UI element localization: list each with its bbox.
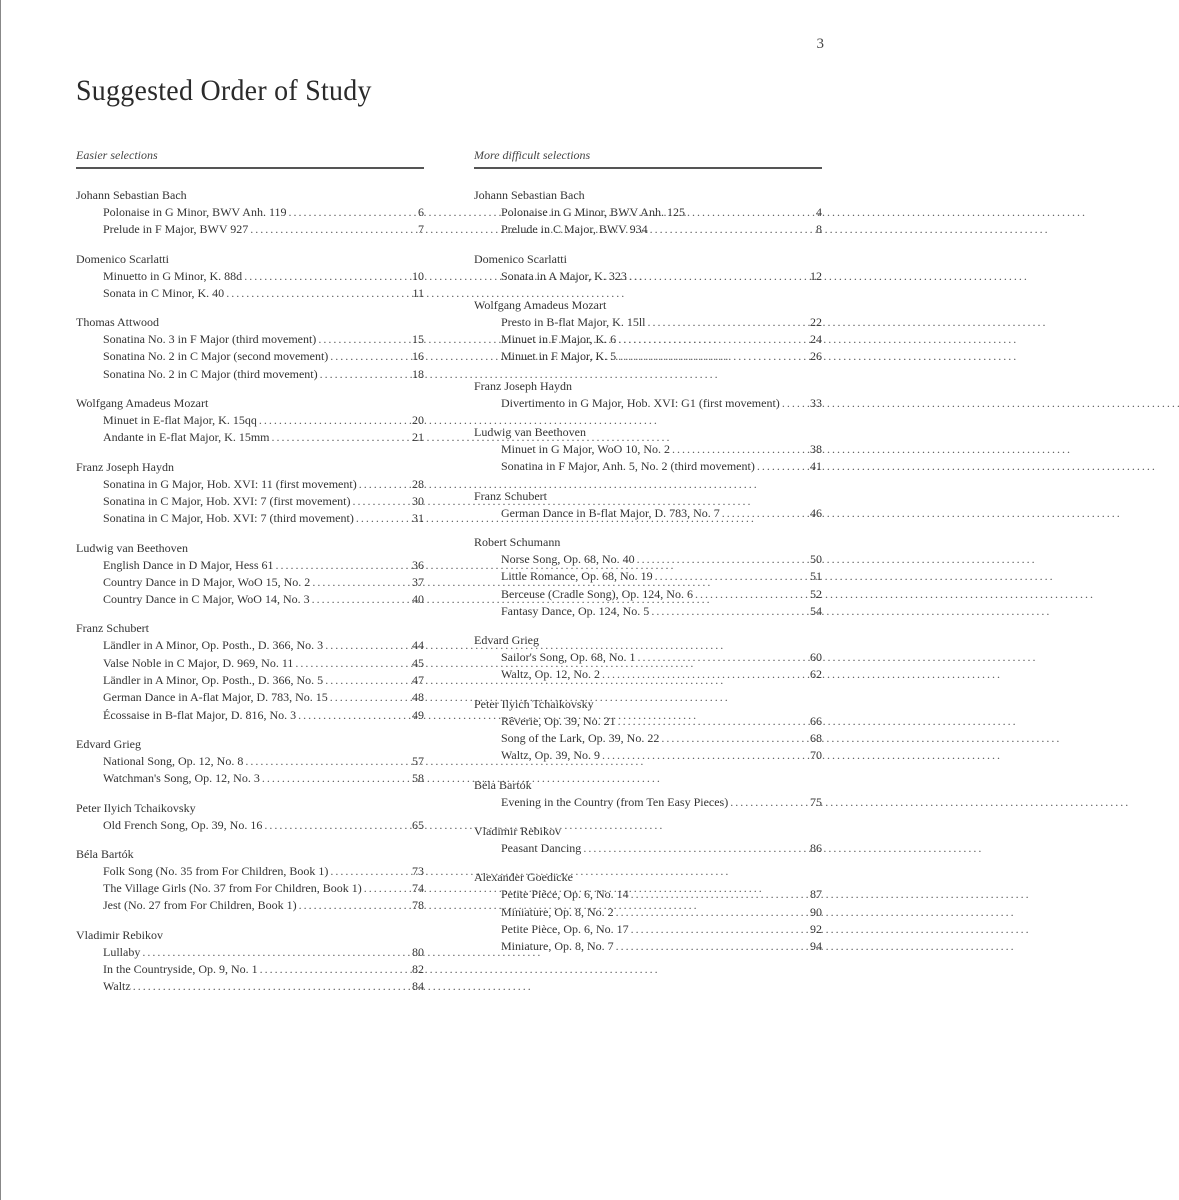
piece-title: Sailor's Song, Op. 68, No. 1: [501, 650, 636, 665]
piece-entry: [474, 568, 822, 585]
piece-title: Minuet in F Major, K. 6: [501, 332, 617, 347]
piece-title: Andante in E-flat Major, K. 15mm: [103, 430, 270, 445]
composer-name: Béla Bartók: [76, 846, 134, 861]
page-reference: 28: [412, 476, 424, 491]
piece-title: Minuet in F Major, K. 5: [501, 349, 617, 364]
dot-leader: [133, 978, 410, 995]
page-reference: 46: [810, 505, 822, 520]
piece-title: Minuetto in G Minor, K. 88d: [103, 268, 243, 283]
piece-entry: [76, 637, 424, 654]
piece-title: Waltz, Op. 39, No. 9: [501, 748, 601, 763]
composer-block: [474, 424, 822, 476]
dot-leader: [264, 817, 410, 834]
dot-leader: [142, 944, 410, 961]
piece-title: Minuet in G Major, WoO 10, No. 2: [501, 442, 670, 457]
composer-block: [474, 777, 822, 811]
piece-entry: [474, 921, 822, 938]
dot-leader: [259, 412, 410, 429]
piece-title: Country Dance in D Major, WoO 15, No. 2: [103, 574, 311, 589]
page-reference: 47: [412, 673, 424, 688]
page-reference: 87: [810, 887, 822, 902]
page-reference: 84: [412, 979, 424, 994]
page-reference: 20: [412, 413, 424, 428]
piece-title: Peasant Dancing: [501, 840, 582, 855]
composer-block: [76, 251, 424, 303]
dot-leader: [650, 221, 814, 238]
composer-block: [474, 823, 822, 857]
page-reference: 33: [810, 395, 822, 410]
composer-name: Peter Ilyich Tchaikovsky: [474, 696, 594, 711]
easier-selections-column: [76, 148, 424, 1008]
dot-leader: [271, 429, 410, 446]
piece-entry: [474, 747, 822, 764]
page-reference: 10: [412, 268, 424, 283]
piece-title: Petite Pièce, Op. 6, No. 17: [501, 921, 629, 936]
composer-name: Thomas Attwood: [76, 315, 159, 330]
dot-leader: [325, 637, 410, 654]
dot-leader: [618, 348, 808, 365]
piece-entry: [474, 794, 822, 811]
piece-title: Sonata in C Minor, K. 40: [103, 285, 225, 300]
dot-leader: [318, 331, 410, 348]
piece-entry: [474, 395, 822, 412]
dot-leader: [618, 331, 808, 348]
page-edge-line: [0, 0, 1, 1200]
dot-leader: [616, 938, 808, 955]
page-reference: 51: [810, 569, 822, 584]
composer-block: [76, 314, 424, 383]
page-reference: 73: [412, 863, 424, 878]
piece-entry: [474, 603, 822, 620]
page-reference: 44: [412, 638, 424, 653]
piece-entry: [76, 557, 424, 574]
piece-entry: [474, 331, 822, 348]
dot-leader: [661, 730, 808, 747]
page-reference: 24: [810, 332, 822, 347]
piece-title: Watchman's Song, Op. 12, No. 3: [103, 771, 260, 786]
page-reference: 41: [810, 459, 822, 474]
piece-entry: [76, 476, 424, 493]
piece-entry: [76, 897, 424, 914]
dot-leader: [687, 204, 814, 221]
dot-leader: [299, 897, 410, 914]
page-reference: 12: [810, 268, 822, 283]
piece-entry: [76, 204, 424, 221]
page-reference: 62: [810, 667, 822, 682]
piece-title: Sonatina in G Major, Hob. XVI: 11 (first movement): [103, 476, 357, 491]
composer-name: Domenico Scarlatti: [474, 251, 567, 266]
piece-entry: [474, 666, 822, 683]
dot-leader: [289, 204, 416, 221]
dot-leader: [330, 863, 410, 880]
dot-leader: [638, 649, 808, 666]
dot-leader: [312, 591, 410, 608]
page-title: Suggested Order of Study: [76, 74, 372, 107]
piece-entry: [76, 753, 424, 770]
dot-leader: [295, 655, 410, 672]
page-reference: 54: [810, 603, 822, 618]
composer-block: [474, 297, 822, 366]
composer-block: [76, 395, 424, 447]
page-reference: 58: [412, 771, 424, 786]
piece-entry: [76, 817, 424, 834]
page-reference: 94: [810, 939, 822, 954]
page-reference: 86: [810, 840, 822, 855]
dot-leader: [672, 441, 808, 458]
piece-title: Little Romance, Op. 68, No. 19: [501, 569, 653, 584]
piece-title: Sonatina No. 3 in F Major (third movement): [103, 332, 317, 347]
page-reference: 75: [810, 794, 822, 809]
composer-block: [76, 187, 424, 239]
composer-name: Alexander Goedicke: [474, 870, 573, 885]
piece-title: German Dance in A-flat Major, D. 783, No. 15: [103, 690, 328, 705]
dot-leader: [616, 904, 808, 921]
piece-entry: [76, 412, 424, 429]
piece-entry: [76, 366, 424, 383]
page-reference: 49: [412, 707, 424, 722]
piece-title: Sonatina No. 2 in C Major (third movement): [103, 366, 318, 381]
page-reference: 36: [412, 557, 424, 572]
dot-leader: [359, 476, 410, 493]
page-reference: 80: [412, 944, 424, 959]
piece-title: The Village Girls (No. 37 from For Children, Book 1): [103, 881, 362, 896]
composer-block: [474, 534, 822, 620]
dot-leader: [262, 770, 410, 787]
composer-block: [76, 736, 424, 788]
page-reference: 15: [412, 332, 424, 347]
composer-name: Ludwig van Beethoven: [76, 540, 188, 555]
page-reference: 70: [810, 748, 822, 763]
page-reference: 66: [810, 713, 822, 728]
piece-entry: [76, 510, 424, 527]
piece-entry: [76, 707, 424, 724]
page-reference: 45: [412, 655, 424, 670]
piece-entry: [76, 348, 424, 365]
dot-leader: [298, 707, 410, 724]
piece-title: Presto in B-flat Major, K. 15ll: [501, 314, 646, 329]
piece-entry: [76, 574, 424, 591]
page-reference: 57: [412, 753, 424, 768]
composer-name: Edvard Grieg: [474, 633, 539, 648]
dot-leader: [631, 886, 808, 903]
dot-leader: [757, 458, 808, 475]
piece-entry: [474, 458, 822, 475]
page-reference: 30: [412, 493, 424, 508]
page-reference: 26: [810, 349, 822, 364]
piece-title: Fantasy Dance, Op. 124, No. 5: [501, 603, 650, 618]
page-reference: 21: [412, 430, 424, 445]
dot-leader: [244, 268, 410, 285]
dot-leader: [602, 747, 808, 764]
composer-name: Vladimir Rebikov: [474, 823, 561, 838]
piece-title: Polonaise in G Minor, BWV Anh. 119: [103, 205, 287, 219]
piece-entry: [76, 268, 424, 285]
piece-title: Evening in the Country (from Ten Easy Pieces): [501, 794, 729, 809]
piece-entry: [474, 586, 822, 603]
dot-leader: [618, 713, 808, 730]
composer-list: [76, 187, 424, 996]
piece-entry: [474, 268, 822, 285]
piece-entry: [474, 204, 822, 221]
piece-title: National Song, Op. 12, No. 8: [103, 753, 244, 768]
piece-title: Polonaise in G Minor, BWV Anh. 125: [501, 205, 685, 219]
dot-leader: [330, 689, 410, 706]
piece-title: Petite Pièce, Op. 6, No. 14: [501, 887, 629, 902]
composer-list: [474, 187, 822, 955]
piece-entry: [76, 672, 424, 689]
piece-entry: [76, 591, 424, 608]
piece-title: Prelude in C Major, BWV 934: [501, 222, 648, 237]
dot-leader: [276, 557, 411, 574]
composer-name: Edvard Grieg: [76, 736, 141, 751]
dot-leader: [250, 221, 416, 238]
piece-title: Lullaby: [103, 944, 141, 959]
page-reference: 4: [816, 205, 822, 219]
piece-entry: [474, 904, 822, 921]
composer-block: [76, 620, 424, 723]
page-reference: 40: [412, 592, 424, 607]
piece-title: Country Dance in C Major, WoO 14, No. 3: [103, 592, 310, 607]
piece-entry: [76, 331, 424, 348]
composer-name: Vladimir Rebikov: [76, 927, 163, 942]
piece-title: Sonatina in C Major, Hob. XVI: 7 (first movement): [103, 493, 351, 508]
piece-title: Sonatina in C Major, Hob. XVI: 7 (third movement): [103, 511, 354, 526]
piece-title: Miniature, Op. 8, No. 7: [501, 939, 614, 954]
dot-leader: [695, 586, 808, 603]
page-reference: 6: [418, 205, 424, 219]
dot-leader: [629, 268, 808, 285]
composer-block: [474, 869, 822, 955]
piece-title: Sonata in A Major, K. 323: [501, 268, 627, 283]
composer-name: Franz Schubert: [474, 488, 547, 503]
dot-leader: [325, 672, 410, 689]
page-reference: 68: [810, 731, 822, 746]
composer-name: Robert Schumann: [474, 534, 561, 549]
page-reference: 65: [412, 817, 424, 832]
dot-leader: [245, 753, 410, 770]
dot-leader: [364, 880, 410, 897]
composer-block: [474, 251, 822, 285]
composer-name: Wolfgang Amadeus Mozart: [474, 297, 607, 312]
piece-title: Jest (No. 27 from For Children, Book 1): [103, 898, 297, 913]
composer-block: [76, 846, 424, 915]
composer-name: Johann Sebastian Bach: [474, 188, 585, 202]
piece-entry: [474, 938, 822, 955]
page-reference: 48: [412, 690, 424, 705]
piece-title: Miniature, Op. 8, No. 2: [501, 904, 614, 919]
dot-leader: [651, 603, 808, 620]
dot-leader: [320, 366, 410, 383]
page-reference: 37: [412, 574, 424, 589]
dot-leader: [782, 395, 808, 412]
piece-title: In the Countryside, Op. 9, No. 1: [103, 962, 258, 977]
piece-title: Prelude in F Major, BWV 927: [103, 222, 249, 237]
page-reference: 50: [810, 551, 822, 566]
piece-entry: [76, 770, 424, 787]
column-heading-more-difficult: More difficult selections: [474, 148, 822, 169]
dot-leader: [722, 505, 808, 522]
piece-title: Sonatina in F Major, Anh. 5, No. 2 (third movement): [501, 459, 755, 474]
piece-entry: [76, 944, 424, 961]
piece-title: Waltz, Op. 12, No. 2: [501, 667, 601, 682]
composer-block: [474, 632, 822, 684]
piece-entry: [76, 978, 424, 995]
page-reference: 8: [816, 222, 822, 237]
piece-title: German Dance in B-flat Major, D. 783, No. 7: [501, 505, 720, 520]
piece-entry: [76, 961, 424, 978]
dot-leader: [583, 840, 808, 857]
page-reference: 22: [810, 314, 822, 329]
piece-entry: [76, 863, 424, 880]
piece-entry: [474, 348, 822, 365]
composer-block: [474, 488, 822, 522]
page-reference: 90: [810, 904, 822, 919]
more-difficult-selections-column: [474, 148, 822, 967]
piece-entry: [474, 840, 822, 857]
composer-block: [474, 696, 822, 765]
piece-entry: [76, 655, 424, 672]
piece-title: Folk Song (No. 35 from For Children, Book 1): [103, 863, 329, 878]
column-heading-easier: Easier selections: [76, 148, 424, 169]
piece-entry: [474, 505, 822, 522]
page-reference: 82: [412, 962, 424, 977]
composer-name: Ludwig van Beethoven: [474, 425, 586, 440]
composer-block: [76, 540, 424, 609]
page-reference: 78: [412, 898, 424, 913]
dot-leader: [655, 568, 808, 585]
piece-title: Divertimento in G Major, Hob. XVI: G1 (first movement): [501, 395, 780, 410]
dot-leader: [602, 666, 808, 683]
piece-title: Waltz: [103, 979, 131, 994]
piece-entry: [474, 886, 822, 903]
piece-title: English Dance in D Major, Hess 61: [103, 557, 274, 572]
page-reference: 38: [810, 442, 822, 457]
dot-leader: [352, 493, 410, 510]
page-reference: 52: [810, 586, 822, 601]
dot-leader: [730, 794, 808, 811]
piece-title: Ländler in A Minor, Op. Posth., D. 366, No. 3: [103, 638, 324, 653]
page-reference: 18: [412, 366, 424, 381]
piece-title: Berceuse (Cradle Song), Op. 124, No. 6: [501, 586, 693, 601]
piece-entry: [474, 713, 822, 730]
composer-name: Béla Bartók: [474, 777, 532, 792]
composer-name: Domenico Scarlatti: [76, 251, 169, 266]
piece-title: Sonatina No. 2 in C Major (second movement): [103, 349, 329, 364]
composer-name: Peter Ilyich Tchaikovsky: [76, 800, 196, 815]
page-reference: 31: [412, 511, 424, 526]
piece-title: Ländler in A Minor, Op. Posth., D. 366, No. 5: [103, 673, 324, 688]
dot-leader: [631, 921, 808, 938]
composer-block: [76, 800, 424, 834]
page-reference: 7: [418, 222, 424, 237]
piece-entry: [76, 880, 424, 897]
piece-title: Song of the Lark, Op. 39, No. 22: [501, 731, 660, 746]
dot-leader: [356, 510, 410, 527]
piece-entry: [474, 221, 822, 238]
piece-title: Rêverie, Op. 39, No. 21: [501, 713, 616, 728]
dot-leader: [330, 348, 410, 365]
composer-block: [76, 927, 424, 996]
dot-leader: [648, 314, 808, 331]
piece-entry: [76, 429, 424, 446]
piece-entry: [76, 493, 424, 510]
piece-entry: [76, 689, 424, 706]
composer-block: [474, 378, 822, 412]
page-reference: 11: [412, 285, 424, 300]
piece-entry: [76, 221, 424, 238]
piece-entry: [474, 649, 822, 666]
composer-name: Johann Sebastian Bach: [76, 188, 187, 202]
composer-name: Franz Joseph Haydn: [474, 378, 572, 393]
piece-entry: [474, 314, 822, 331]
composer-name: Franz Joseph Haydn: [76, 459, 174, 474]
piece-title: Old French Song, Op. 39, No. 16: [103, 817, 263, 832]
dot-leader: [260, 961, 410, 978]
composer-name: Wolfgang Amadeus Mozart: [76, 396, 209, 411]
piece-title: Écossaise in B-flat Major, D. 816, No. 3: [103, 707, 297, 722]
piece-title: Norse Song, Op. 68, No. 40: [501, 551, 635, 566]
page-reference: 16: [412, 349, 424, 364]
page-reference: 92: [810, 921, 822, 936]
piece-title: Valse Noble in C Major, D. 969, No. 11: [103, 655, 294, 670]
composer-block: [474, 187, 822, 239]
composer-block: [76, 459, 424, 528]
dot-leader: [226, 285, 410, 302]
dot-leader: [312, 574, 410, 591]
piece-entry: [474, 441, 822, 458]
page-number: 3: [816, 36, 824, 52]
dot-leader: [637, 551, 808, 568]
piece-entry: [474, 730, 822, 747]
piece-entry: [76, 285, 424, 302]
page-reference: 74: [412, 881, 424, 896]
piece-title: Minuet in E-flat Major, K. 15qq: [103, 413, 257, 428]
piece-entry: [474, 551, 822, 568]
page-reference: 60: [810, 650, 822, 665]
composer-name: Franz Schubert: [76, 621, 149, 636]
